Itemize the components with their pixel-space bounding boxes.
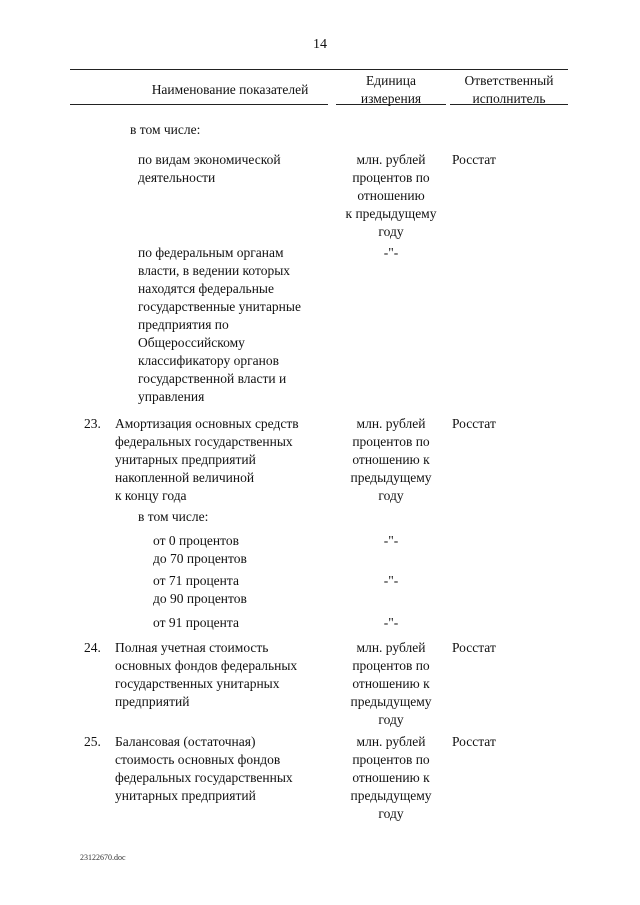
row-econ-responsible: Росстат bbox=[452, 152, 496, 167]
subheading-including: в том числе: bbox=[130, 122, 201, 137]
header-name-underline bbox=[70, 104, 328, 105]
row-fed-name: по федеральным органам власти, в ведении которых находятся федеральные государственные унитарные предприятия по Общероссийскому классификатору органов государственной власти и управления bbox=[138, 245, 301, 404]
row-24-unit: млн. рублей процентов по отношению к предыдущему году bbox=[350, 640, 432, 727]
row-range-91-name: от 91 процента bbox=[153, 615, 239, 630]
row-24-number: 24. bbox=[84, 640, 101, 655]
row-24-responsible: Росстат bbox=[452, 640, 496, 655]
row-range-71-90-unit: -"- bbox=[383, 573, 399, 588]
header-responsible-underline bbox=[450, 104, 568, 105]
header-name: Наименование показателей bbox=[151, 82, 309, 97]
document-id-footer: 23122670.doc bbox=[80, 853, 126, 862]
row-25-unit: млн. рублей процентов по отношению к предыдущему году bbox=[350, 734, 432, 821]
row-23-name: Амортизация основных средств федеральных государственных унитарных предприятий накопленной величиной к концу года bbox=[115, 416, 299, 503]
row-24-name: Полная учетная стоимость основных фондов федеральных государственных унитарных предприятий bbox=[115, 640, 298, 709]
row-23-responsible: Росстат bbox=[452, 416, 496, 431]
header-responsible: Ответственный исполнитель bbox=[464, 73, 554, 106]
row-25-number: 25. bbox=[84, 734, 101, 749]
row-range-91-unit: -"- bbox=[383, 615, 399, 630]
row-econ-name: по видам экономической деятельности bbox=[138, 152, 281, 185]
page-number: 14 bbox=[313, 37, 327, 52]
header-top-rule bbox=[70, 69, 568, 70]
row-25-name: Балансовая (остаточная) стоимость основных фондов федеральных государственных унитарных предприятий bbox=[115, 734, 293, 803]
row-25-responsible: Росстат bbox=[452, 734, 496, 749]
header-unit-underline bbox=[336, 104, 446, 105]
header-unit: Единица измерения bbox=[360, 73, 422, 106]
row-range-0-70-name: от 0 процентов до 70 процентов bbox=[153, 533, 247, 566]
row-range-71-90-name: от 71 процента до 90 процентов bbox=[153, 573, 247, 606]
row-range-0-70-unit: -"- bbox=[383, 533, 399, 548]
row-23-unit: млн. рублей процентов по отношению к предыдущему году bbox=[350, 416, 432, 503]
row-econ-unit: млн. рублей процентов по отношению к предыдущему году bbox=[345, 152, 437, 239]
row-fed-unit: -"- bbox=[383, 245, 399, 260]
row-23-number: 23. bbox=[84, 416, 101, 431]
subheading-including-2: в том числе: bbox=[138, 509, 209, 524]
